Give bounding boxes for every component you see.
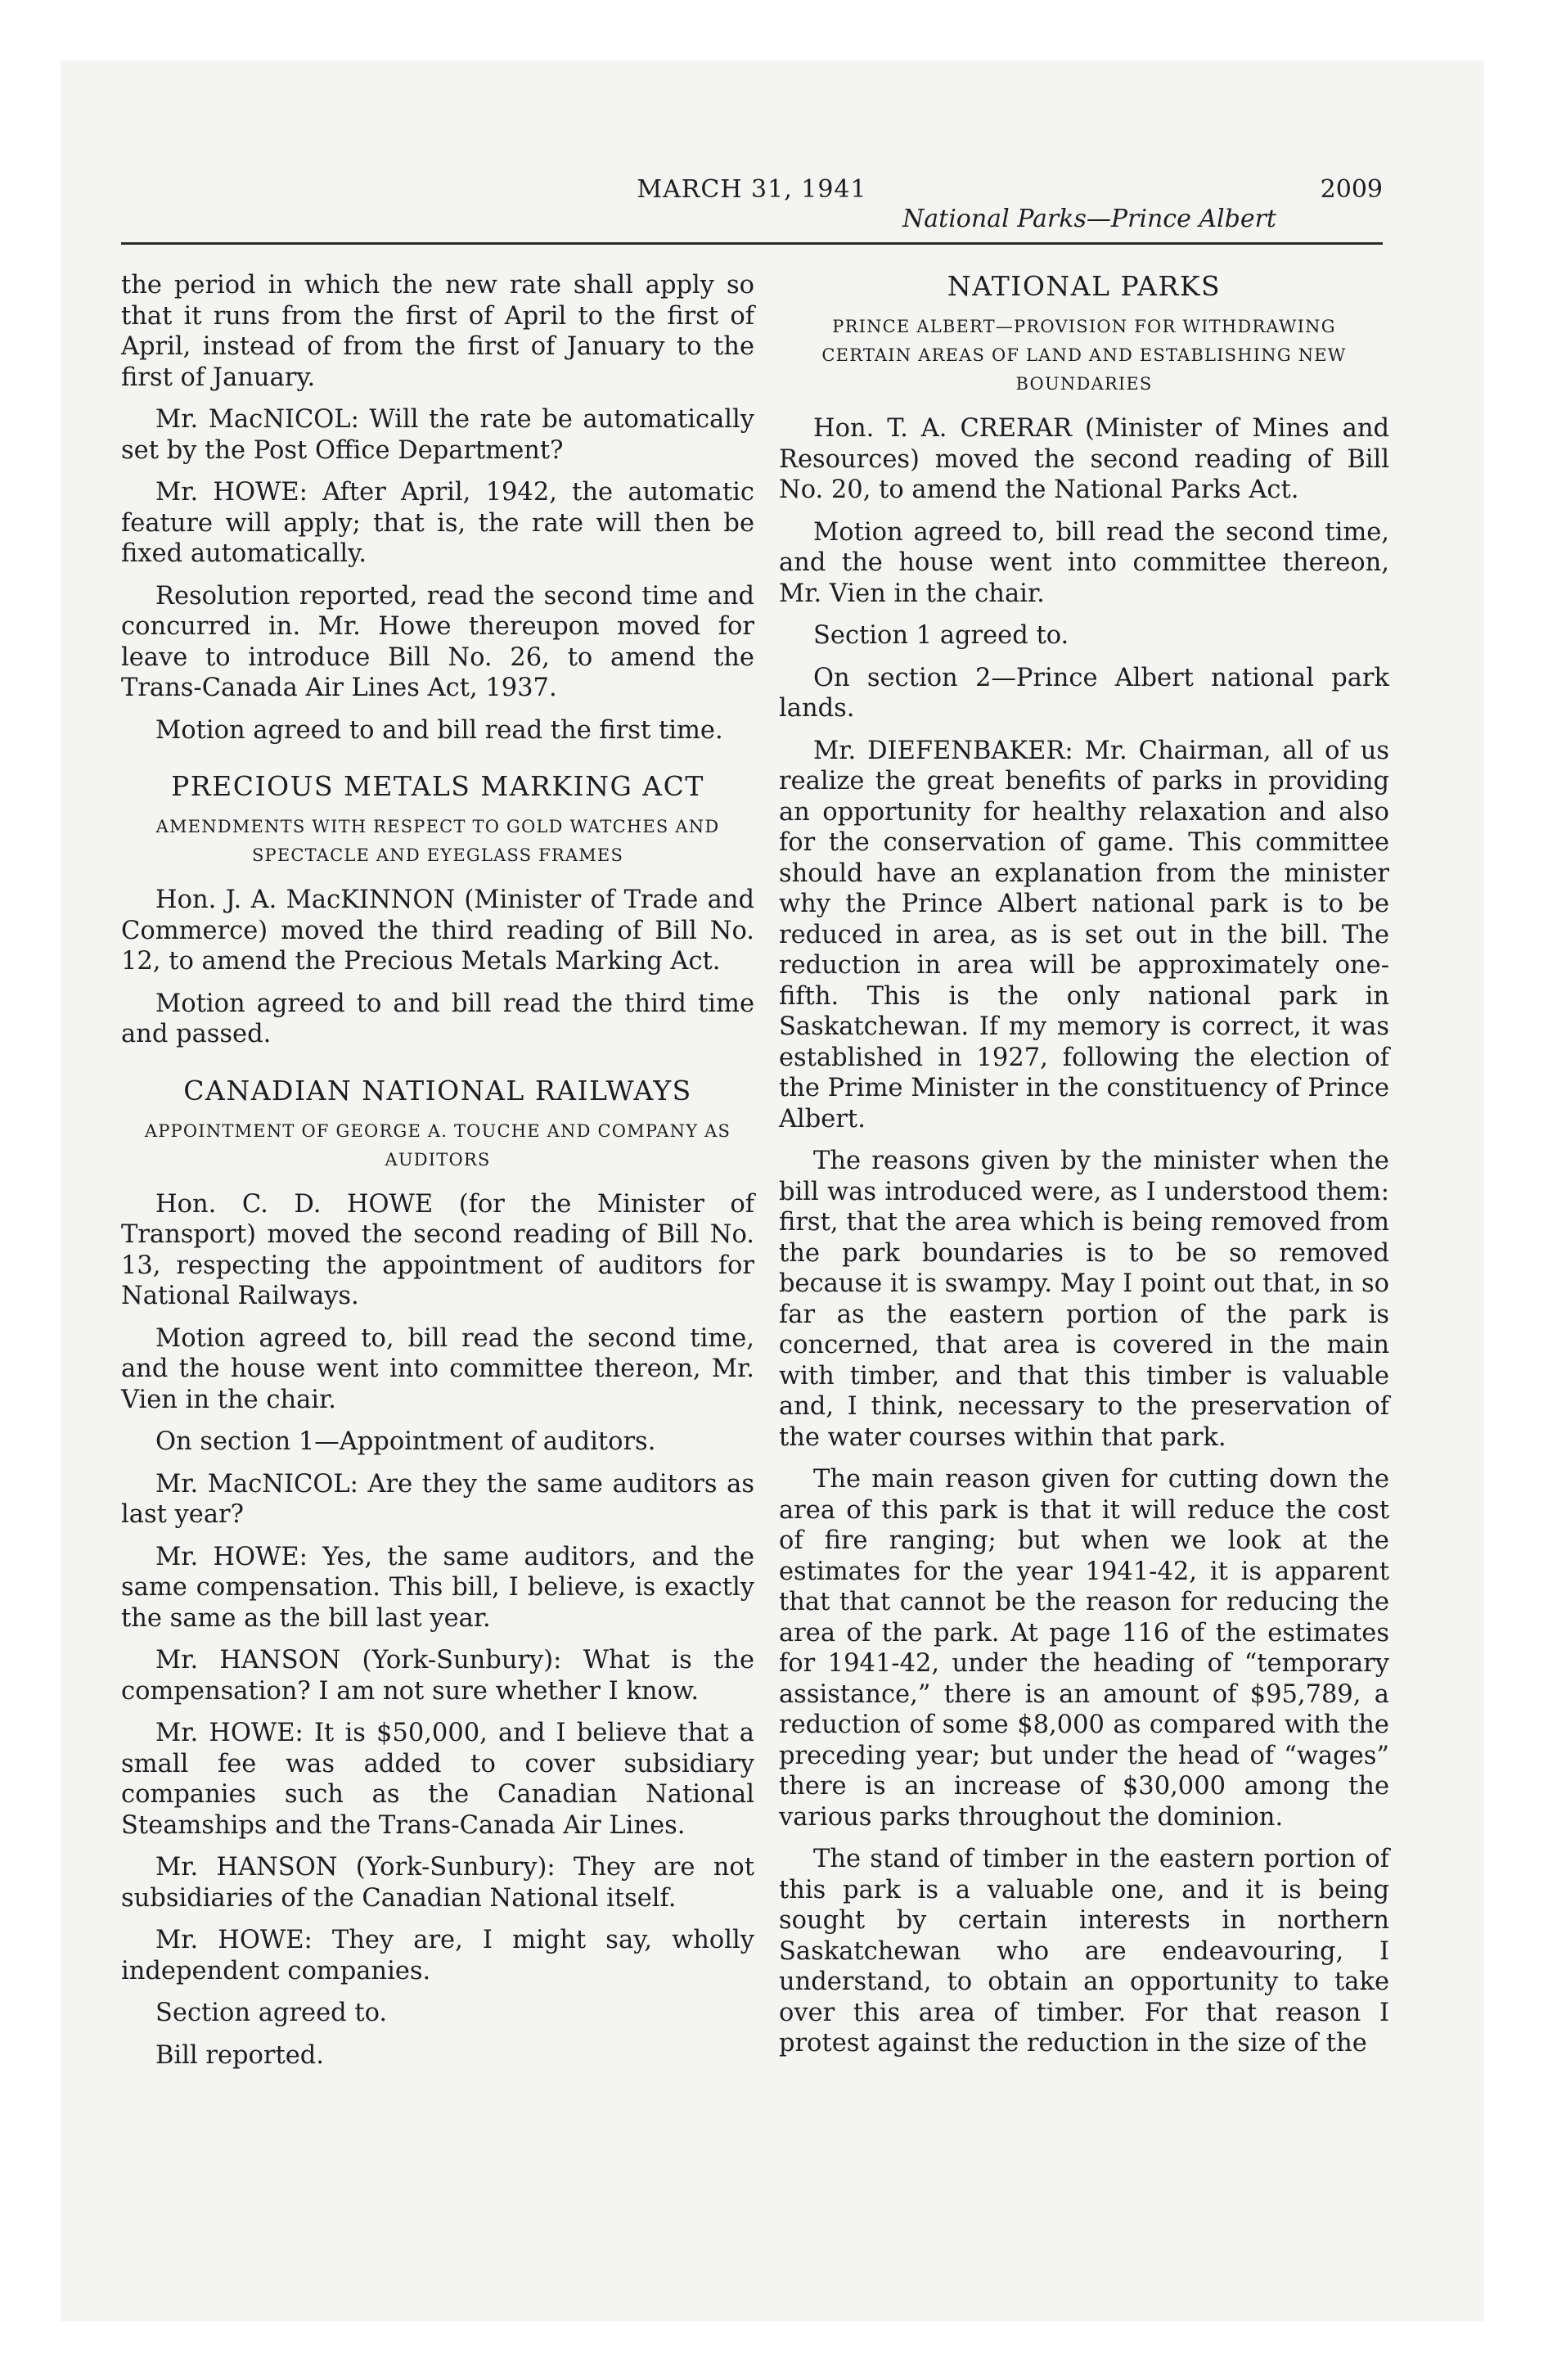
paragraph: Motion agreed to, bill read the second time, and the house went into committee thereon, Mr. Vien in the chair. [779,517,1389,608]
paragraph: Motion agreed to and bill read the third time and passed. [121,989,754,1048]
paragraph: Section 1 agreed to. [813,621,1069,650]
paragraph: The stand of timber in the eastern portion of this park is a valuable one, and it is being sought by certain interests in northern Saskatchewan who are endeavouring, I understand, to obtain an opportunity to take over this area of timber. For that reason I protest against the reduction in the size of the [779,1845,1389,2058]
section-heading: NATIONAL PARKS [947,270,1222,302]
paragraph: On section 2—Prince Albert national park lands. [779,663,1389,723]
paragraph: Motion agreed to and bill read the first time. [155,715,723,745]
paragraph: Mr. HOWE: They are, I might say, wholly independent companies. [121,1926,754,1986]
section-heading: CANADIAN NATIONAL RAILWAYS [183,1074,692,1107]
paragraph: Mr. MacNICOL: Are they the same auditors as last year? [121,1469,754,1529]
paragraph: Mr. DIEFENBAKER: Mr. Chairman, all of us realize the great benefits of parks in providing an opportunity for healthy relaxation and also for the conservation of game. This committee should have an explanation from the minister why the Prince Albert national park is to be reduced in area, as is set out in the bill. The reduction in area will be approximately one-fifth. This is the only national park in Saskatchewan. If my memory is correct, it was established in 1927, following the election of the Prime Minister in the constituency of Prince Albert. [779,736,1389,1134]
page-number: 2009 [1320,175,1383,204]
paragraph: The reasons given by the minister when the bill was introduced were, as I understood them: first, that the area which is being removed from the park boundaries is to be so removed because it is swampy. May I point out that, in so far as the eastern portion of the park is concerned, that area is covered in the main with timber, and that this timber is valuable and, I think, necessary to the preservation of the water courses within that park. [779,1147,1389,1452]
paragraph: The main reason given for cutting down the area of this park is that it will reduce the cost of fire ranging; but when we look at the estimates for the year 1941-42, it is apparent that that cannot be the reason for reducing the area of the park. At page 116 of the estimates for 1941-42, under the heading of “temporary assistance,” there is an amount of $95,789, a reduction of some $8,000 as compared with the preceding year; but under the head of “wages” there is an increase of $30,000 among the various parks throughout the dominion. [779,1465,1389,1832]
paragraph: On section 1—Appointment of auditors. [155,1427,656,1456]
paragraph: Hon. J. A. MacKINNON (Minister of Trade and Commerce) moved the third reading of Bill No. 12, to amend the Precious Metals Marking Act. [121,886,754,976]
paragraph: Section agreed to. [155,1999,388,2027]
section-subheading: PRINCE ALBERT—PROVISION FOR WITHDRAWING CERTAIN AREAS OF LAND AND ESTABLISHING NEW BOUNDARIES [821,317,1347,394]
section-subheading: APPOINTMENT OF GEORGE A. TOUCHE AND COMPANY AS AUDITORS [144,1120,731,1170]
paragraph: Mr. MacNICOL: Will the rate be automatically set by the Post Office Department? [121,405,754,465]
paragraph: Hon. C. D. HOWE (for the Minister of Transport) moved the second reading of Bill No. 13, respecting the appointment of auditors for National Railways. [121,1189,754,1310]
right-column [779,270,1389,2071]
paragraph: Mr. HOWE: It is $50,000, and I believe that a small fee was added to cover subsidiary companies such as the Canadian National Steamships and the Trans-Canada Air Lines. [121,1719,754,1840]
section-subheading: AMENDMENTS WITH RESPECT TO GOLD WATCHES AND SPECTACLE AND EYEGLASS FRAMES [155,817,720,865]
paragraph: Hon. T. A. CRERAR (Minister of Mines and Resources) moved the second reading of Bill No. 20, to amend the National Parks Act. [779,414,1389,504]
section-heading: PRECIOUS METALS MARKING ACT [171,770,704,802]
paragraph: Resolution reported, read the second time and concurred in. Mr. Howe thereupon moved for leave to introduce Bill No. 26, to amend the Trans-Canada Air Lines Act, 1937. [121,581,754,702]
left-column [121,270,754,2082]
paragraph: Mr. HANSON (York-Sunbury): They are not subsidiaries of the Canadian National itself. [121,1853,754,1913]
page-header [121,175,1383,241]
paragraph: the period in which the new rate shall apply so that it runs from the first of April to the first of April, instead of from the first of January to the first of January. [121,271,754,392]
header-rule [121,242,1383,245]
paragraph: Mr. HOWE: After April, 1942, the automatic feature will apply; that is, the rate will then be fixed automatically. [121,478,754,568]
paragraph: Motion agreed to, bill read the second time, and the house went into committee thereon, Mr. Vien in the chair. [121,1323,754,1414]
header-date: MARCH 31, 1941 [637,175,867,204]
running-head: National Parks—Prince Albert [902,205,1276,233]
paragraph: Mr. HANSON (York-Sunbury): What is the compensation? I am not sure whether I know. [121,1646,754,1706]
paragraph: Bill reported. [155,2040,324,2070]
paragraph: Mr. HOWE: Yes, the same auditors, and the same compensation. This bill, I believe, is exactly the same as the bill last year. [121,1542,754,1633]
